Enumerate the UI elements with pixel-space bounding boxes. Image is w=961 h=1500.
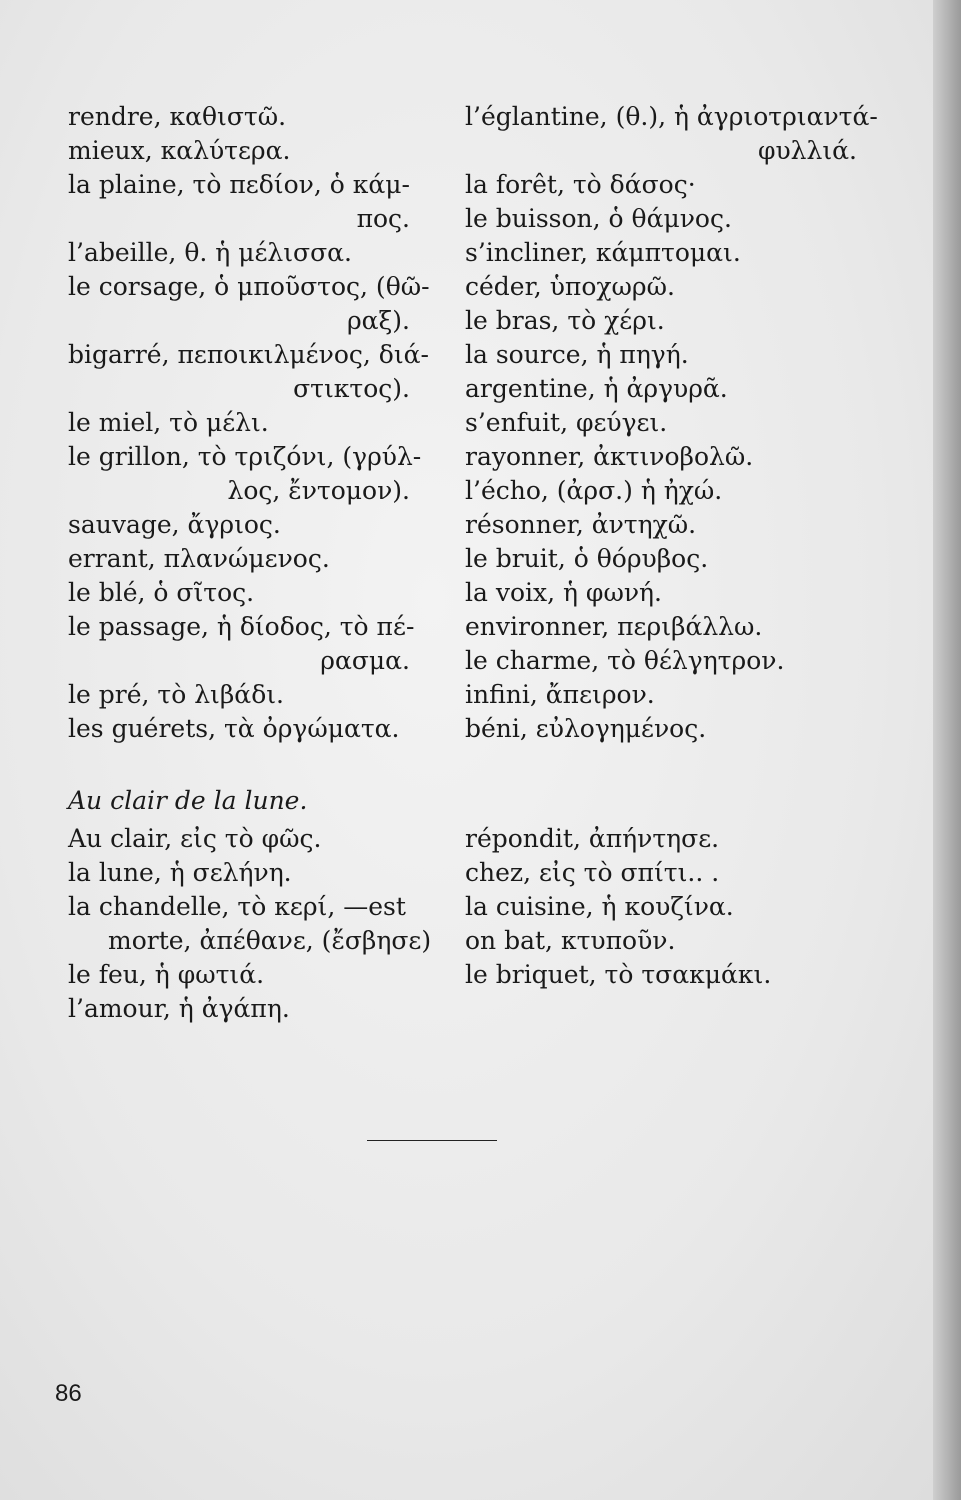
vocab-entry [68,406,418,440]
entry-line: l’amour, ἡ ἀγάπη. [68,994,290,1023]
entry-continuation: στικτος). [293,374,410,403]
entry-line: bigarré, πεποικιλμένος, διά- [68,340,429,369]
vocab-entry [68,236,418,270]
vocab-entry [68,958,418,992]
page-number: 86 [55,1380,82,1407]
vocab-entry [68,822,418,856]
entry-line: le passage, ἡ δίοδος, τὸ πέ- [68,612,415,641]
vocab-entry [465,644,865,678]
entry-continuation: πος. [356,204,410,233]
page-edge-shadow [933,0,961,1500]
vocab-entry [68,100,418,134]
entry-line: argentine, ἡ ἀργυρᾶ. [465,374,728,403]
entry-line: le pré, τὸ λιβάδι. [68,680,284,709]
entry-line: s’enfuit, φεύγει. [465,408,668,437]
entry-line: l’églantine, (θ.), ἡ ἀγριοτριαντά- [465,102,878,131]
vocab-entry [465,822,865,856]
entry-line: le bras, τὸ χέρι. [465,306,665,335]
vocab-entry [465,576,865,610]
entry-line: la chandelle, τὸ κερί, —est [68,892,406,921]
vocab-entry [465,474,865,508]
entry-line: le grillon, τὸ τριζόνι, (γρύλ- [68,442,422,471]
entry-line: le miel, τὸ μέλι. [68,408,269,437]
entry-line: le feu, ἡ φωτιά. [68,960,265,989]
entry-line: sauvage, ἄγριος. [68,510,281,539]
vocab-entry [465,440,865,474]
entry-line: infini, ἄπειρον. [465,680,655,709]
entry-line: Au clair, εἰς τὸ φῶς. [68,824,322,853]
entry-continuation: ρασμα. [320,646,410,675]
vocab-entry [465,508,865,542]
vocab-entry [68,542,418,576]
entry-line: le charme, τὸ θέλγητρον. [465,646,785,675]
vocab-entry [465,856,865,890]
vocab-entry [465,168,865,202]
vocab-entry [465,678,865,712]
vocab-entry [465,610,865,644]
vocab-entry [465,924,865,958]
entry-line: la voix, ἡ φωνή. [465,578,662,607]
entry-line: mieux, καλύτερα. [68,136,291,165]
vocab-entry [465,304,865,338]
vocab-entry [68,440,422,508]
entry-line: la source, ἡ πηγή. [465,340,689,369]
vocab-entry [68,678,418,712]
entry-line: le corsage, ὁ μποῦστος, (θῶ- [68,272,430,301]
vocab-entry [68,610,418,678]
vocab-entry [465,406,865,440]
entry-line: la cuisine, ἡ κουζίνα. [465,892,734,921]
vocab-entry [465,338,865,372]
entry-line: le bruit, ὁ θόρυβος. [465,544,709,573]
vocab-entry [465,100,878,168]
entry-line: s’incliner, κάμπτομαι. [465,238,741,267]
entry-line: céder, ὑποχωρῶ. [465,272,675,301]
section-divider [367,1140,497,1141]
entry-line: errant, πλανώμενος. [68,544,330,573]
entry-line: le buisson, ὁ θάμνος. [465,204,732,233]
entry-line: le blé, ὁ σῖτος. [68,578,255,607]
vocab-entry [68,168,418,236]
vocab-entry [465,202,865,236]
entry-continuation: φυλλιά. [757,136,857,165]
entry-line: on bat, κτυποῦν. [465,926,676,955]
vocab-entry [68,134,418,168]
entry-line: chez, εἰς τὸ σπίτι.. . [465,858,720,887]
section-heading: Au clair de la lune. [68,786,308,815]
vocab-entry [68,270,430,338]
vocab-entry [465,712,865,746]
entry-line: rendre, καθιστῶ. [68,102,287,131]
vocab-entry [68,712,418,746]
entry-line: le briquet, τὸ τσακμάκι. [465,960,772,989]
entry-line: l’écho, (ἀρσ.) ἡ ἠχώ. [465,476,723,505]
entry-continuation: morte, ἀπέθανε, (ἔσβησε) [108,926,432,955]
entry-continuation: ραξ). [346,306,410,335]
entry-line: les guérets, τὰ ὀργώματα. [68,714,400,743]
vocab-entry [465,890,865,924]
vocab-entry [465,542,865,576]
entry-line: répondit, ἀπήντησε. [465,824,720,853]
vocab-entry [68,338,429,406]
entry-line: la plaine, τὸ πεδίον, ὁ κάμ- [68,170,410,199]
entry-line: béni, εὐλογημένος. [465,714,707,743]
entry-line: environner, περιβάλλω. [465,612,763,641]
entry-line: résonner, ἀντηχῶ. [465,510,697,539]
vocab-entry [68,890,432,958]
entry-line: rayonner, ἀκτινοβολῶ. [465,442,754,471]
entry-line: la forêt, τὸ δάσος· [465,170,696,199]
right-column [465,100,878,992]
vocab-entry [68,576,418,610]
vocab-entry [68,992,418,1026]
left-column [68,100,432,1026]
vocab-entry [465,270,865,304]
vocab-entry [465,372,865,406]
entry-line: l’abeille, θ. ἡ μέλισσα. [68,238,352,267]
entry-continuation: λος, ἔντομον). [227,476,410,505]
vocab-entry [465,236,865,270]
vocab-entry [68,508,418,542]
vocab-entry [68,856,418,890]
vocab-entry [465,958,865,992]
entry-line: la lune, ἡ σελήνη. [68,858,292,887]
